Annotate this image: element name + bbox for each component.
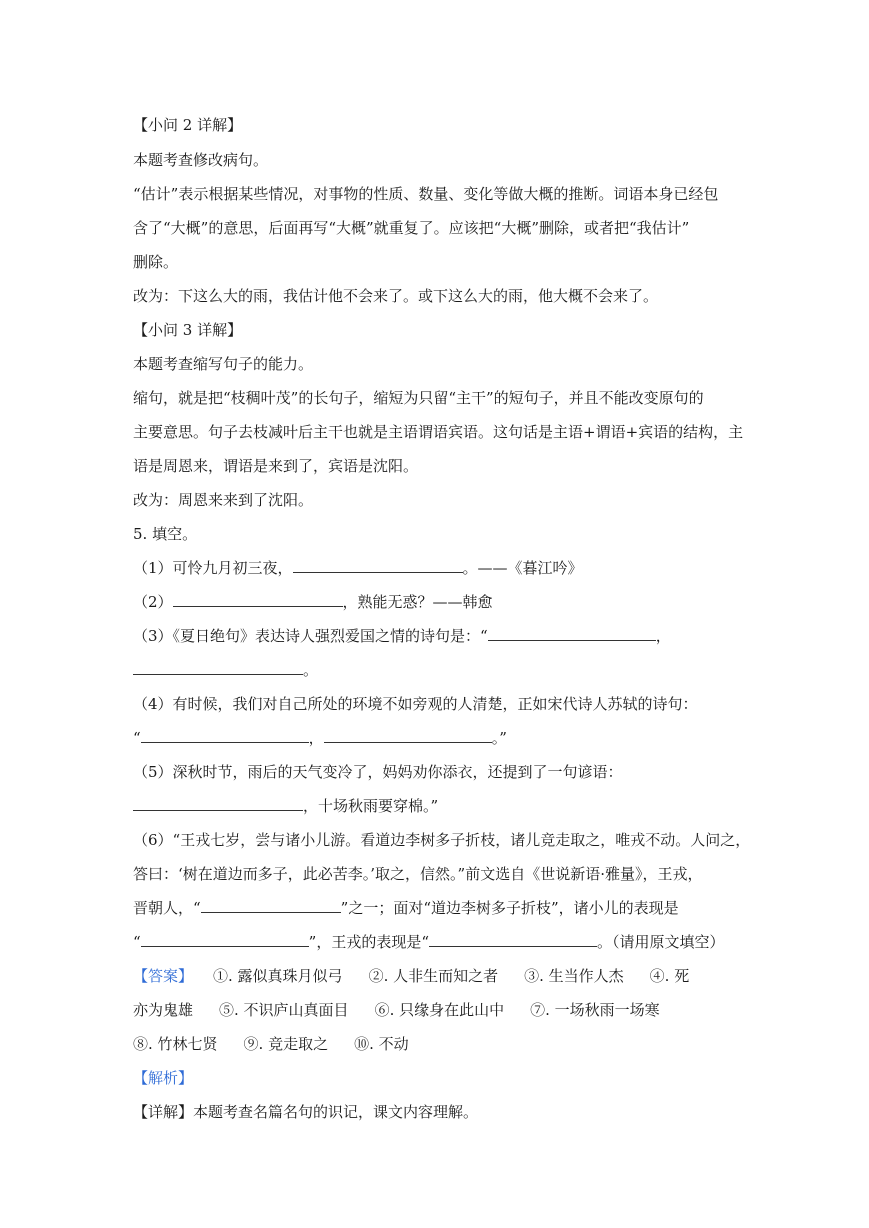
q5-item-2 (133, 592, 743, 612)
q5-item-4-end: 。” (491, 729, 507, 747)
answer-item: ③. 生当作人杰 (524, 967, 624, 985)
answer-blank (429, 932, 597, 947)
q5-item-5-cont (133, 796, 743, 816)
answer-line-3 (133, 1034, 743, 1054)
q5-item-3-comma: ， (655, 627, 671, 645)
answer-blank (488, 626, 656, 641)
answer-blank (141, 728, 309, 743)
answer-line-1 (133, 966, 743, 986)
answer-line-2 (133, 1000, 743, 1020)
answer-blank (141, 932, 309, 947)
q5-item-6-line-2: 答曰：‘树在道边而多子，此必苦李。’取之，信然。”前文选自《世说新语·雅量》，王戎， (133, 865, 703, 883)
q5-item-1-prefix: （1）可怜九月初三夜， (133, 559, 293, 577)
answer-blank (201, 898, 341, 913)
analysis-label: 【解析】 (133, 1069, 194, 1087)
q5-item-6-c1: 晋朝人，“ (133, 899, 201, 917)
q5-item-2-suffix: ，熟能无惑？——韩愈 (342, 593, 493, 611)
q5-item-2-prefix: （2） (133, 593, 173, 611)
q2-heading: 【小问 2 详解】 (133, 116, 243, 134)
q5-item-4-open-quote: “ (133, 729, 141, 747)
answer-item: ②. 人非生而知之者 (368, 967, 499, 985)
q5-item-5: （5）深秋时节，雨后的天气变冷了，妈妈劝你添衣，还提到了一句谚语： (133, 763, 623, 781)
q5-item-6-line-3 (133, 898, 743, 918)
q5-item-6-line-4 (133, 932, 743, 952)
answer-item: ⑤. 不识庐山真面目 (219, 1001, 349, 1019)
q5-item-4-cont (133, 728, 743, 748)
answer-item: ④. 死 (649, 967, 690, 985)
q5-item-6-d3: 。（请用原文填空） (597, 933, 725, 951)
answer-item: ⑧. 竹林七贤 (133, 1035, 218, 1053)
analysis-detail (133, 1102, 743, 1122)
q5-title: 5. 填空。 (133, 525, 198, 543)
q5-item-3-end: 。 (303, 661, 319, 679)
q5-item-4-comma: ， (308, 729, 324, 747)
answer-blank (293, 558, 463, 573)
answer-item: ⑦. 一场秋雨一场寒 (530, 1001, 660, 1019)
q5-item-1-suffix: 。——《暮江吟》 (462, 559, 583, 577)
q2-fix: 改为：下这么大的雨，我估计他不会来了。或下这么大的雨，他大概不会来了。 (133, 287, 659, 305)
q2-explanation-2: 含了“大概”的意思，后面再写“大概”就重复了。应该把“大概”删除，或者把“我估计” (133, 219, 690, 237)
answer-item: ⑨. 竞走取之 (243, 1035, 329, 1053)
answer-blank (133, 660, 303, 675)
answer-item: ⑥. 只缘身在此山中 (374, 1001, 505, 1019)
q3-explanation-1: 缩句，就是把“枝稠叶茂”的长句子，缩短为只留“主干”的短句子，并且不能改变原句的 (133, 389, 704, 407)
detail-label: 【详解】 (133, 1103, 194, 1121)
answer-item: 亦为鬼雄 (133, 1001, 194, 1019)
answer-label: 【答案】 (133, 967, 194, 985)
q5-item-5-end: ，十场秋雨要穿棉。” (303, 797, 439, 815)
answer-blank (324, 728, 492, 743)
q2-topic: 本题考查修改病句。 (133, 151, 269, 169)
answer-item: ①. 露似真珠月似弓 (213, 967, 343, 985)
q5-item-3-cont (133, 660, 743, 680)
q3-topic: 本题考查缩写句子的能力。 (133, 355, 314, 373)
q3-explanation-3: 语是周恩来，谓语是来到了，宾语是沈阳。 (133, 457, 419, 475)
q5-item-6-d1: “ (133, 933, 141, 951)
q5-item-4: （4）有时候，我们对自己所处的环境不如旁观的人清楚，正如宋代诗人苏轼的诗句： (133, 695, 698, 713)
q5-item-6-d2: ”，王戎的表现是“ (308, 933, 430, 951)
answer-blank (173, 592, 343, 607)
q5-item-6-line-1: （6）“王戎七岁，尝与诸小儿游。看道边李树多子折枝，诸儿竞走取之，唯戎不动。人问之， (133, 831, 751, 849)
detail-text: 本题考查名篇名句的识记，课文内容理解。 (193, 1103, 479, 1121)
q2-explanation-3: 删除。 (133, 253, 179, 271)
q3-fix: 改为：周恩来来到了沈阳。 (133, 491, 314, 509)
q2-explanation-1: “估计”表示根据某些情况，对事物的性质、数量、变化等做大概的推断。词语本身已经包 (133, 185, 719, 203)
answer-blank (133, 796, 303, 811)
q3-explanation-2: 主要意思。句子去枝减叶后主干也就是主语谓语宾语。这句话是主语+谓语+宾语的结构，主 (133, 423, 744, 441)
q5-item-3-prefix: （3）《夏日绝句》表达诗人强烈爱国之情的诗句是：“ (133, 627, 488, 645)
answer-item: ⑩. 不动 (354, 1035, 409, 1053)
q5-item-1 (133, 558, 743, 578)
q5-item-6-c2: ”之一；面对“道边李树多子折枝”，诸小儿的表现是 (340, 899, 679, 917)
q5-item-3 (133, 626, 743, 646)
q3-heading: 【小问 3 详解】 (133, 321, 243, 339)
